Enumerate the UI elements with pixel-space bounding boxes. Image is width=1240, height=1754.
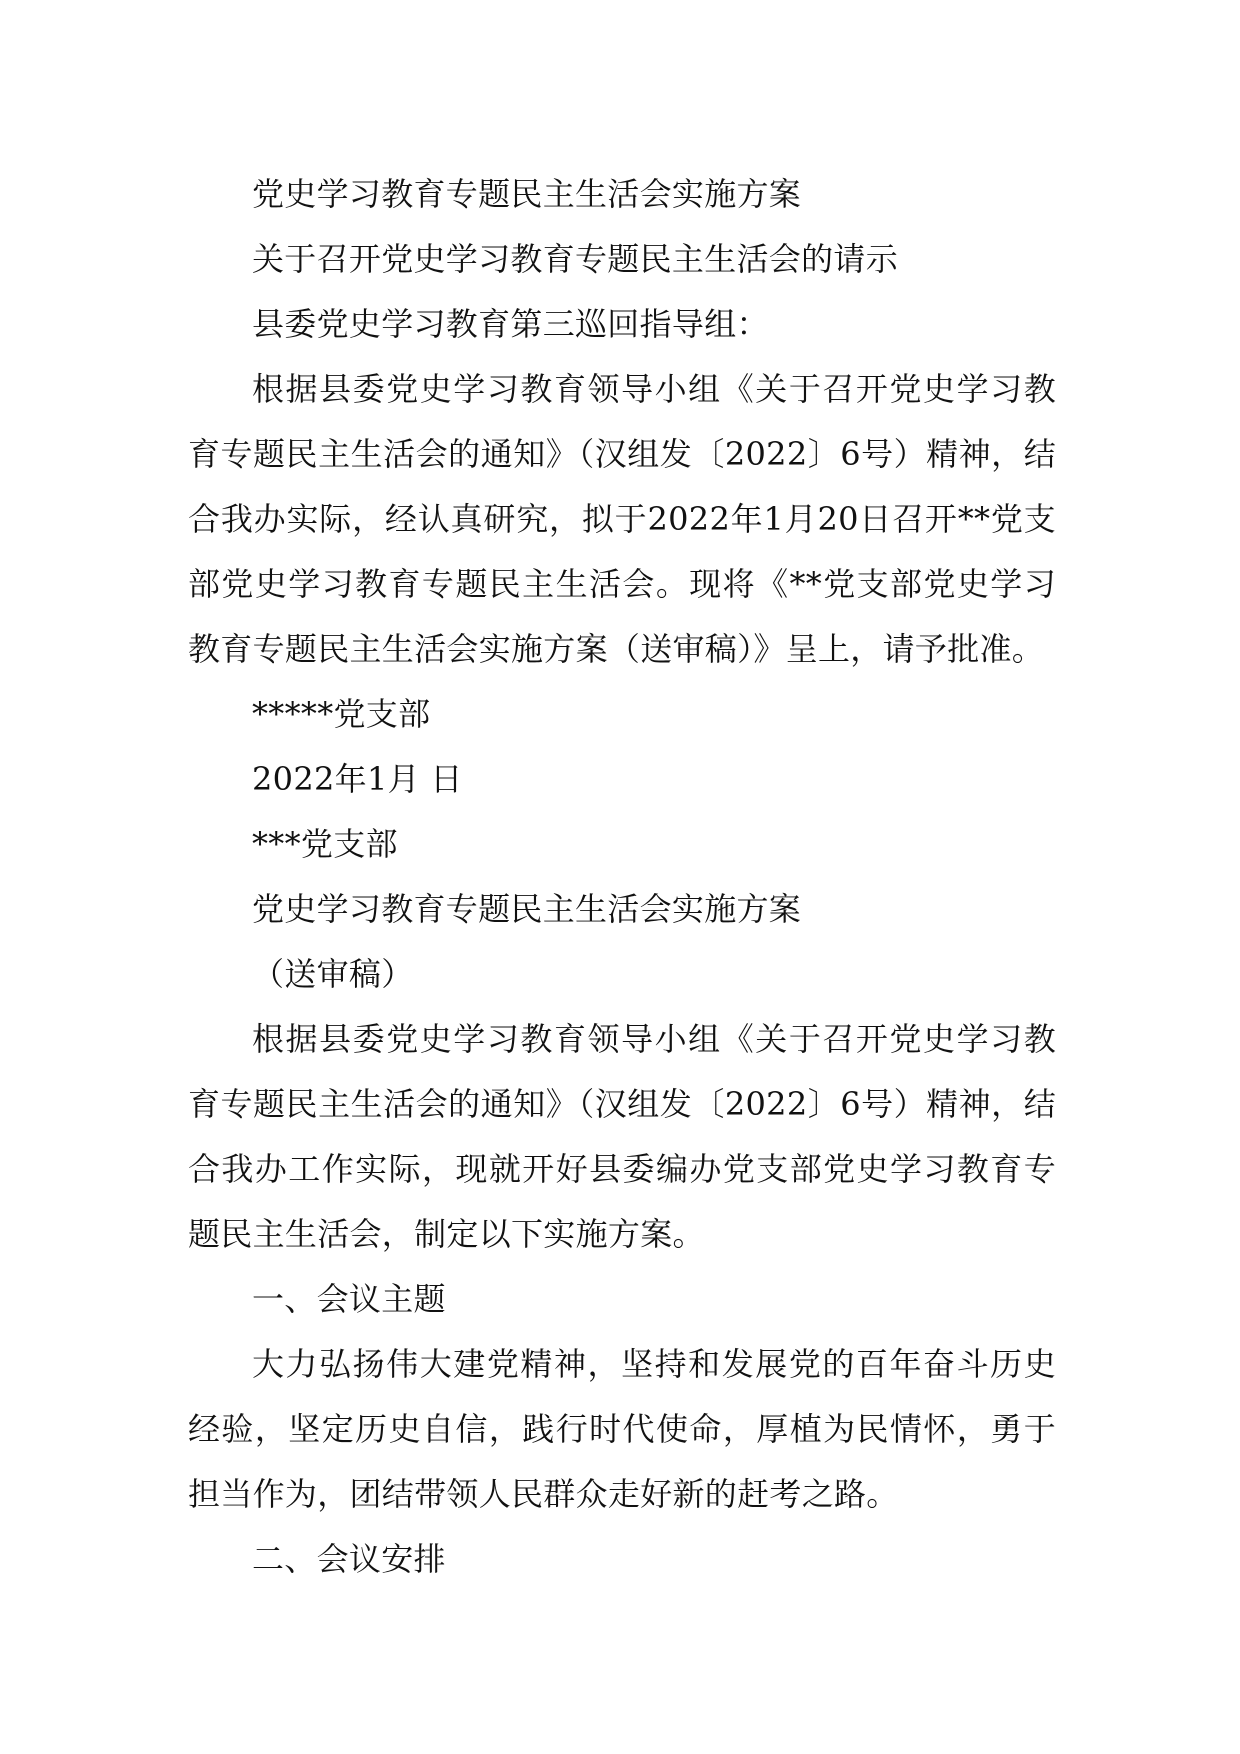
doc-title: 党史学习教育专题民主生活会实施方案	[252, 175, 802, 213]
section-heading-2: 二、会议安排	[252, 1540, 446, 1578]
salutation: 县委党史学习教育第三巡回指导组：	[252, 305, 769, 343]
section-heading-1: 一、会议主题	[252, 1280, 446, 1318]
plan-title: 党史学习教育专题民主生活会实施方案	[252, 890, 802, 928]
signature-org: *****党支部	[252, 695, 431, 733]
plan-intro: 根据县委党史学习教育领导小组《关于召开党史学习教育专题民主生活会的通知》（汉组发〔2022〕6号）精神，结合我办工作实际，现就开好县委编办党支部党史学习教育专题民主生活会，制定以下实施方案。	[188, 1020, 1056, 1253]
signature-date: 2022年1月 日	[252, 760, 463, 798]
section-body-1: 大力弘扬伟大建党精神，坚持和发展党的百年奋斗历史经验，坚定历史自信，践行时代使命，厚植为民情怀，勇于担当作为，团结带领人民群众走好新的赶考之路。	[188, 1345, 1056, 1513]
plan-org: ***党支部	[252, 825, 398, 863]
plan-subtitle: （送审稿）	[252, 955, 414, 993]
request-title: 关于召开党史学习教育专题民主生活会的请示	[252, 240, 899, 278]
request-body: 根据县委党史学习教育领导小组《关于召开党史学习教育专题民主生活会的通知》（汉组发〔2022〕6号）精神，结合我办实际，经认真研究，拟于2022年1月20日召开**党支部党史学习教育专题民主生活会。现将《**党支部党史学习教育专题民主生活会实施方案（送审稿）》呈上，请予批准。	[188, 370, 1056, 668]
document-body	[188, 162, 1056, 1592]
